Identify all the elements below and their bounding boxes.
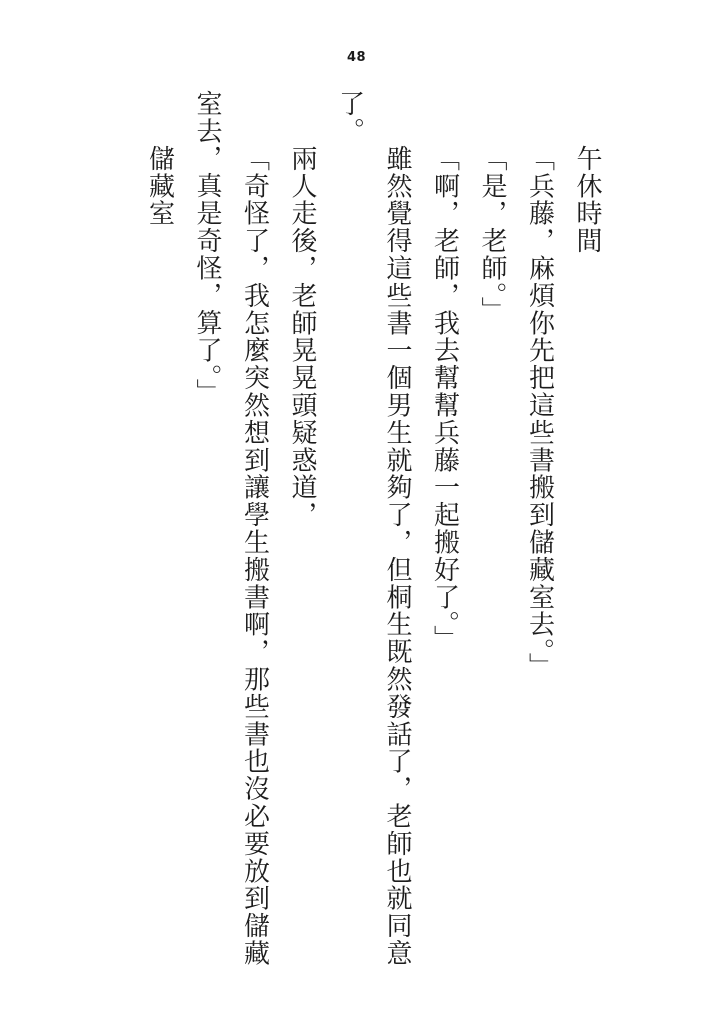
paragraph-narration-teacher-puzzled: 兩人走後，老師晃晃頭疑惑道， xyxy=(288,145,317,529)
paragraph-dialogue-strange: 「奇怪了，我怎麼突然想到讓學生搬書啊，那些書也沒必要放到儲藏室去，真是奇怪，算了。」 xyxy=(193,90,270,967)
paragraph-dialogue-reply: 「是，老師。」 xyxy=(478,145,507,324)
paragraph-dialogue-offer-help: 「啊，老師，我去幫幫兵藤一起搬好了。」 xyxy=(430,145,460,653)
paragraph-lunch-break: 午休時間 xyxy=(573,145,602,255)
page-number: 48 xyxy=(346,50,367,65)
paragraph-dialogue-teacher-request: 「兵藤，麻煩你先把這些書搬到儲藏室去。」 xyxy=(525,145,555,680)
paragraph-storage-room-heading: 儲藏室 xyxy=(145,145,175,228)
paragraph-narration-agreement: 雖然覺得這些書一個男生就夠了，但桐生既然發話了，老師也就同意了。 xyxy=(335,90,412,967)
text-body xyxy=(136,90,611,975)
